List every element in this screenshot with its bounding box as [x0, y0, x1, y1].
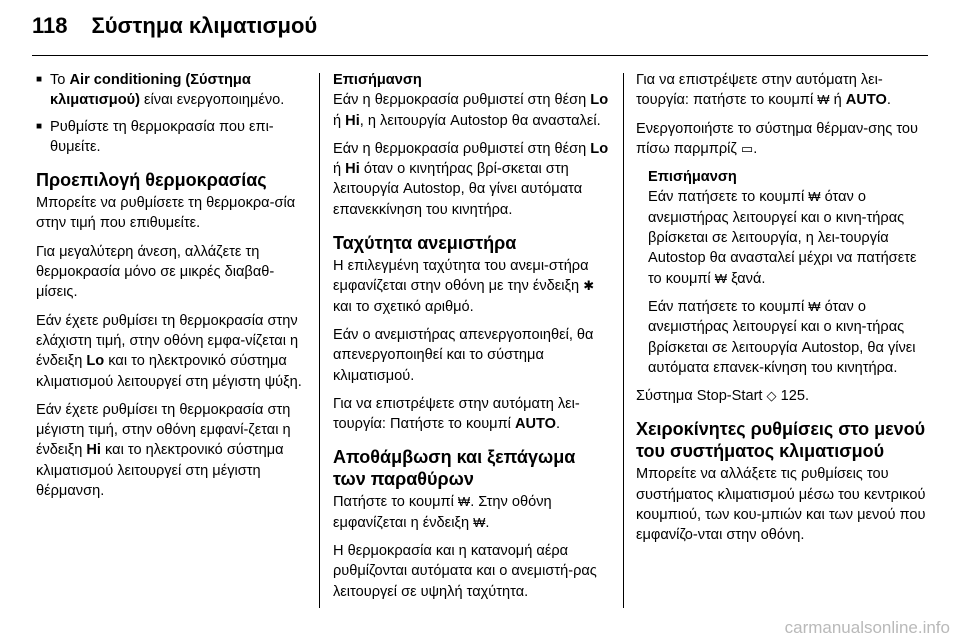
windscreen-defrost-icon: ₩: [817, 92, 830, 108]
paragraph: Πατήστε το κουμπί ₩. Στην οθόνη εμφανίζεται η ένδειξη ₩.: [333, 492, 611, 533]
section-heading-defrost: Αποθάμβωση και ξεπάγωμα των παραθύρων: [333, 447, 576, 490]
fan-icon: ✱: [583, 278, 595, 294]
rear-window-heating-icon: ▭: [740, 140, 754, 156]
paragraph: Μπορείτε να αλλάξετε τις ρυθμίσεις του συστήματος κλιματισμού μέσω του κεντρικού κουμπιού, των κου-μπιών και των μενού που εμφανίζο-νται στην οθόνη.: [636, 466, 926, 544]
windscreen-defrost-icon: ₩: [808, 189, 821, 205]
bullet-item: ■ Ρυθμίστε τη θερμοκρασία που επι-θυμείτε.: [36, 117, 302, 158]
column-1: [36, 70, 302, 509]
bullet-item: ■ Το Air conditioning (Σύστημα κλιματισμού) είναι ενεργοποιημένο.: [36, 70, 302, 111]
page-header: [32, 6, 928, 46]
note-paragraph: Εάν η θερμοκρασία ρυθμιστεί στη θέση Lo ή Hi όταν ο κινητήρας βρί-σκεται στη λειτουργία Autostop, θα γίνει αυτόματα επανεκκίνηση του κινητήρα.: [333, 140, 609, 218]
column-divider-2: [623, 73, 624, 608]
windscreen-defrost-icon: ₩: [808, 298, 821, 314]
keyword: Air conditioning (Σύστημα κλιματισμού): [50, 72, 251, 109]
paragraph: Για μεγαλύτερη άνεση, αλλάζετε τη θερμοκρασία μόνο σε μικρές διαβαθ-μίσεις.: [36, 243, 275, 301]
column-divider-1: [319, 73, 320, 608]
header-rule: [32, 55, 928, 56]
paragraph: Για να επιστρέψετε στην αυτόματη λει-τουργία: Πατήστε το κουμπί AUTO.: [333, 395, 580, 433]
note-title: Επισήμανση: [333, 72, 422, 88]
cross-reference: Σύστημα Stop-Start ◇ 125.: [636, 386, 928, 406]
bullet-square-icon: ■: [36, 74, 43, 85]
note-paragraph: Εάν πατήσετε το κουμπί ₩ όταν ο ανεμιστήρας λειτουργεί και ο κινη-τήρας βρίσκεται σε λειτουργία Autostop, θα γίνει αυτόματα επανεκ-κίνηση του κινητήρα.: [648, 298, 916, 376]
note-block: [636, 167, 928, 378]
page-reference-arrow-icon: ◇: [766, 388, 777, 404]
paragraph: Μπορείτε να ρυθμίσετε τη θερμοκρα-σία στην τιμή που επιθυμείτε.: [36, 195, 296, 232]
section-heading-fan-speed: Ταχύτητα ανεμιστήρα: [333, 233, 517, 254]
watermark: carmanualsonline.info: [784, 618, 950, 637]
note-title: Επισήμανση: [648, 169, 737, 186]
paragraph: Εάν έχετε ρυθμίσει τη θερμοκρασία στη μέγιστη τιμή, στην οθόνη εμφανί-ζεται η ένδειξη Hi και το ηλεκτρονικό σύστημα κλιματισμού λειτουργεί στη μέγιστη θέρμανση.: [36, 401, 291, 500]
paragraph: Η θερμοκρασία και η κατανομή αέρα ρυθμίζονται αυτόματα και ο ανεμιστή-ρας λειτουργεί σε υψηλή ταχύτητα.: [333, 543, 597, 600]
page-title: Σύστημα κλιματισμού: [91, 13, 318, 38]
windscreen-defrost-icon: ₩: [473, 514, 486, 530]
column-3: [636, 70, 928, 554]
column-2: [333, 70, 611, 610]
paragraph: Η επιλεγμένη ταχύτητα του ανεμι-στήρα εμφανίζεται στην οθόνη με την ένδειξη ✱ και το σχετικό αριθμό.: [333, 258, 595, 315]
paragraph: Εάν ο ανεμιστήρας απενεργοποιηθεί, θα απενεργοποιηθεί και το σύστημα κλιματισμού.: [333, 326, 594, 384]
page-number: 118: [32, 13, 68, 38]
paragraph: Ενεργοποιήστε το σύστημα θέρμαν-σης του πίσω παρμπρίζ ▭.: [636, 119, 928, 160]
note-paragraph: Εάν η θερμοκρασία ρυθμιστεί στη θέση Lo ή Hi, η λειτουργία Autostop θα ανασταλεί.: [333, 92, 609, 129]
note-paragraph: Εάν πατήσετε το κουμπί ₩ όταν ο ανεμιστήρας λειτουργεί και ο κινη-τήρας βρίσκεται σε λειτουργία, η λει-τουργία Autostop θα ανασταλεί μέχρι να πατήσετε το κουμπί ₩ ξανά.: [648, 187, 928, 288]
paragraph: Εάν έχετε ρυθμίσει τη θερμοκρασία στην ελάχιστη τιμή, στην οθόνη εμφα-νίζεται η ένδειξη Lo και το ηλεκτρονικό σύστημα κλιματισμού λειτουργεί στη μέγιστη ψύξη.: [36, 312, 302, 390]
paragraph: Για να επιστρέψετε στην αυτόματη λει-τουργία: πατήστε το κουμπί ₩ ή AUTO.: [636, 70, 928, 111]
windscreen-defrost-icon: ₩: [457, 494, 471, 510]
section-heading-manual-settings: Χειροκίνητες ρυθμίσεις στο μενού του συστήματος κλιματισμού: [636, 419, 926, 462]
windscreen-defrost-icon: ₩: [714, 270, 728, 286]
section-heading-preset-temperature: Προεπιλογή θερμοκρασίας: [36, 170, 267, 191]
bullet-square-icon: ■: [36, 120, 43, 132]
